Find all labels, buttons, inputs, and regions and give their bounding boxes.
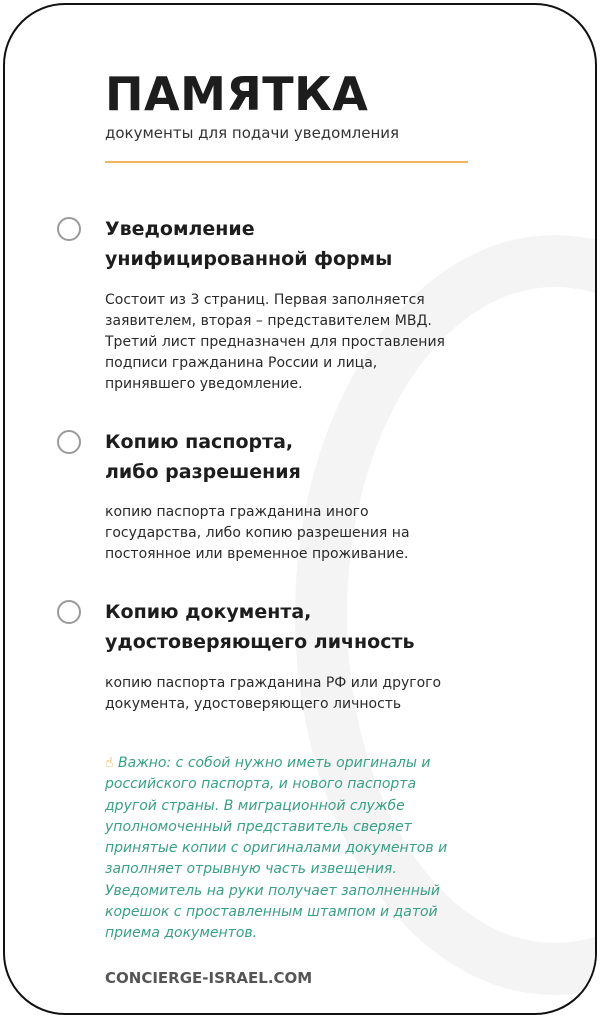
body-line: копию паспорта гражданина иного xyxy=(105,504,369,520)
pointing-finger-icon: ☝ xyxy=(105,755,114,771)
important-note xyxy=(105,753,447,945)
page-title: ПАМЯТКА xyxy=(105,67,369,121)
body-line: заявителем, вторая – представителем МВД. xyxy=(105,313,432,329)
checkbox-circle-icon[interactable] xyxy=(57,600,81,624)
note-line: приема документов. xyxy=(105,925,258,942)
note-line: уполномоченный представитель сверяет xyxy=(105,818,412,835)
body-line: подписи гражданина России и лица, xyxy=(105,355,378,371)
note-line: российского паспорта, и нового паспорта xyxy=(105,776,417,793)
note-line: другой страны. В миграционной службе xyxy=(105,797,405,814)
divider xyxy=(105,161,468,163)
body-line: принявшего уведомление. xyxy=(105,376,303,392)
note-line: корешок с проставленным штампом и датой xyxy=(105,904,438,921)
memo-card xyxy=(3,3,597,1015)
body-line: документа, удостоверяющего личность xyxy=(105,696,402,712)
heading-line: Копию паспорта, xyxy=(105,431,294,453)
heading-line: Уведомление xyxy=(105,218,255,240)
note-line: заполняет отрывную часть извещения. xyxy=(105,861,397,878)
website-link[interactable]: CONCIERGE-ISRAEL.COM xyxy=(105,969,313,987)
heading-line: либо разрешения xyxy=(105,461,301,483)
item-heading xyxy=(105,214,392,274)
item-description xyxy=(105,673,441,715)
note-line xyxy=(105,753,447,774)
item-description xyxy=(105,290,445,395)
item-description xyxy=(105,502,410,565)
heading-line: удостоверяющего личность xyxy=(105,631,415,653)
note-line: принятые копии с оригиналами документов и xyxy=(105,840,448,857)
body-line: копию паспорта гражданина РФ или другого xyxy=(105,675,442,691)
note-line: Уведомитель на руки получает заполненный xyxy=(105,882,441,899)
body-line: постоянное или временное проживание. xyxy=(105,546,409,562)
page-subtitle: документы для подачи уведомления xyxy=(105,124,400,142)
note-text: Важно: с собой нужно иметь оригиналы и xyxy=(117,755,431,771)
item-heading xyxy=(105,597,415,657)
body-line: Состоит из 3 страниц. Первая заполняется xyxy=(105,292,425,308)
heading-line: Копию документа, xyxy=(105,601,312,623)
body-line: Третий лист предназначен для проставления xyxy=(105,334,445,350)
item-heading xyxy=(105,427,301,487)
heading-line: унифицированной формы xyxy=(105,248,393,270)
checkbox-circle-icon[interactable] xyxy=(57,430,81,454)
checkbox-circle-icon[interactable] xyxy=(57,217,81,241)
body-line: государства, либо копию разрешения на xyxy=(105,525,410,541)
